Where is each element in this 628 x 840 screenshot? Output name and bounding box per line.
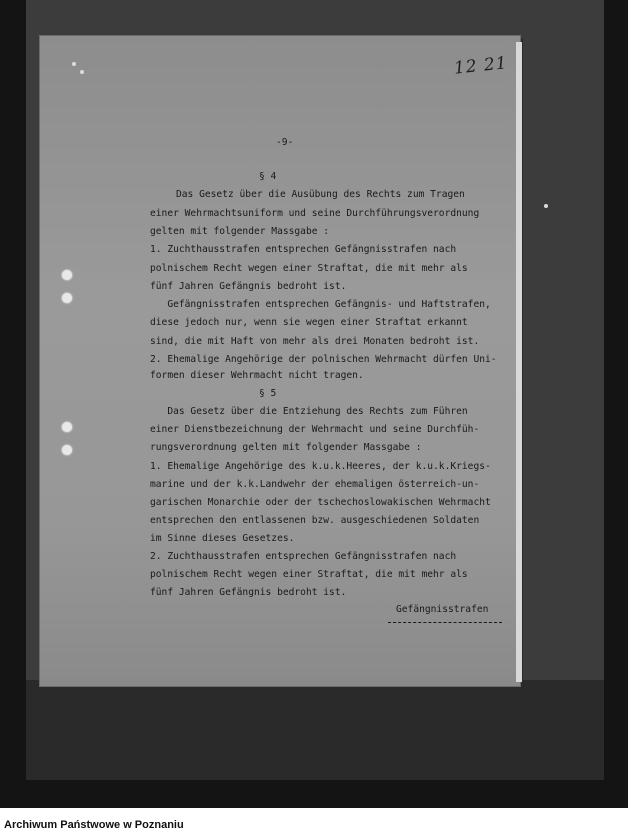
text-line: rungsverordnung gelten mit folgender Massgabe : [150,442,422,453]
speck [544,204,548,208]
text-line: 2. Zuchthausstrafen entsprechen Gefängnisstrafen nach [150,551,457,562]
page-number: -9- [276,137,294,148]
text-line: polnischem Recht wegen einer Straftat, die mit mehr als [150,569,468,580]
background-lower [26,680,604,780]
text-line: diese jedoch nur, wenn sie wegen einer Straftat erkannt [150,317,468,328]
text-line: einer Dienstbezeichnung der Wehrmacht und seine Durchfüh- [150,424,480,435]
text-line: polnischem Recht wegen einer Straftat, die mit mehr als [150,263,468,274]
text-line: 2. Ehemalige Angehörige der polnischen Wehrmacht dürfen Uni- [150,354,497,365]
handwritten-folio-number: 12 21 [453,53,509,79]
speck [72,62,76,66]
section-heading-4: § 4 [259,171,277,182]
text-line: im Sinne dieses Gesetzes. [150,533,295,544]
text-line: Gefängnisstrafen entsprechen Gefängnis- und Haftstrafen, [150,299,491,310]
text-line: fünf Jahren Gefängnis bedroht ist. [150,587,347,598]
text-line: entsprechen den entlassenen bzw. ausgeschiedenen Soldaten [150,515,480,526]
archive-name: Archiwum Państwowe w Poznaniu [4,819,184,831]
speck [80,70,84,74]
section-heading-5: § 5 [259,388,277,399]
page-edge [516,42,522,682]
punch-hole [62,422,72,432]
text-line: 1. Ehemalige Angehörige des k.u.k.Heeres, der k.u.k.Kriegs- [150,461,491,472]
text-line: fünf Jahren Gefängnis bedroht ist. [150,281,347,292]
text-line: Das Gesetz über die Entziehung des Rechts zum Führen [150,406,468,417]
text-line: einer Wehrmachtsuniform und seine Durchführungsverordnung [150,208,480,219]
punch-hole [62,445,72,455]
catchword: Gefängnisstrafen [396,604,489,615]
text-line: sind, die mit Haft von mehr als drei Monaten bedroht ist. [150,336,480,347]
text-line: marine und der k.k.Landwehr der ehemaligen österreich-un- [150,479,480,490]
text-line: formen dieser Wehrmacht nicht tragen. [150,370,364,381]
punch-hole [62,270,72,280]
text-line: garischen Monarchie oder der tschechoslowakischen Wehrmacht [150,497,491,508]
text-line: gelten mit folgender Massgabe : [150,226,330,237]
punch-hole [62,293,72,303]
catchword-underline [388,622,502,623]
text-line: 1. Zuchthausstrafen entsprechen Gefängnisstrafen nach [150,244,457,255]
text-line: Das Gesetz über die Ausübung des Rechts zum Tragen [176,189,465,200]
